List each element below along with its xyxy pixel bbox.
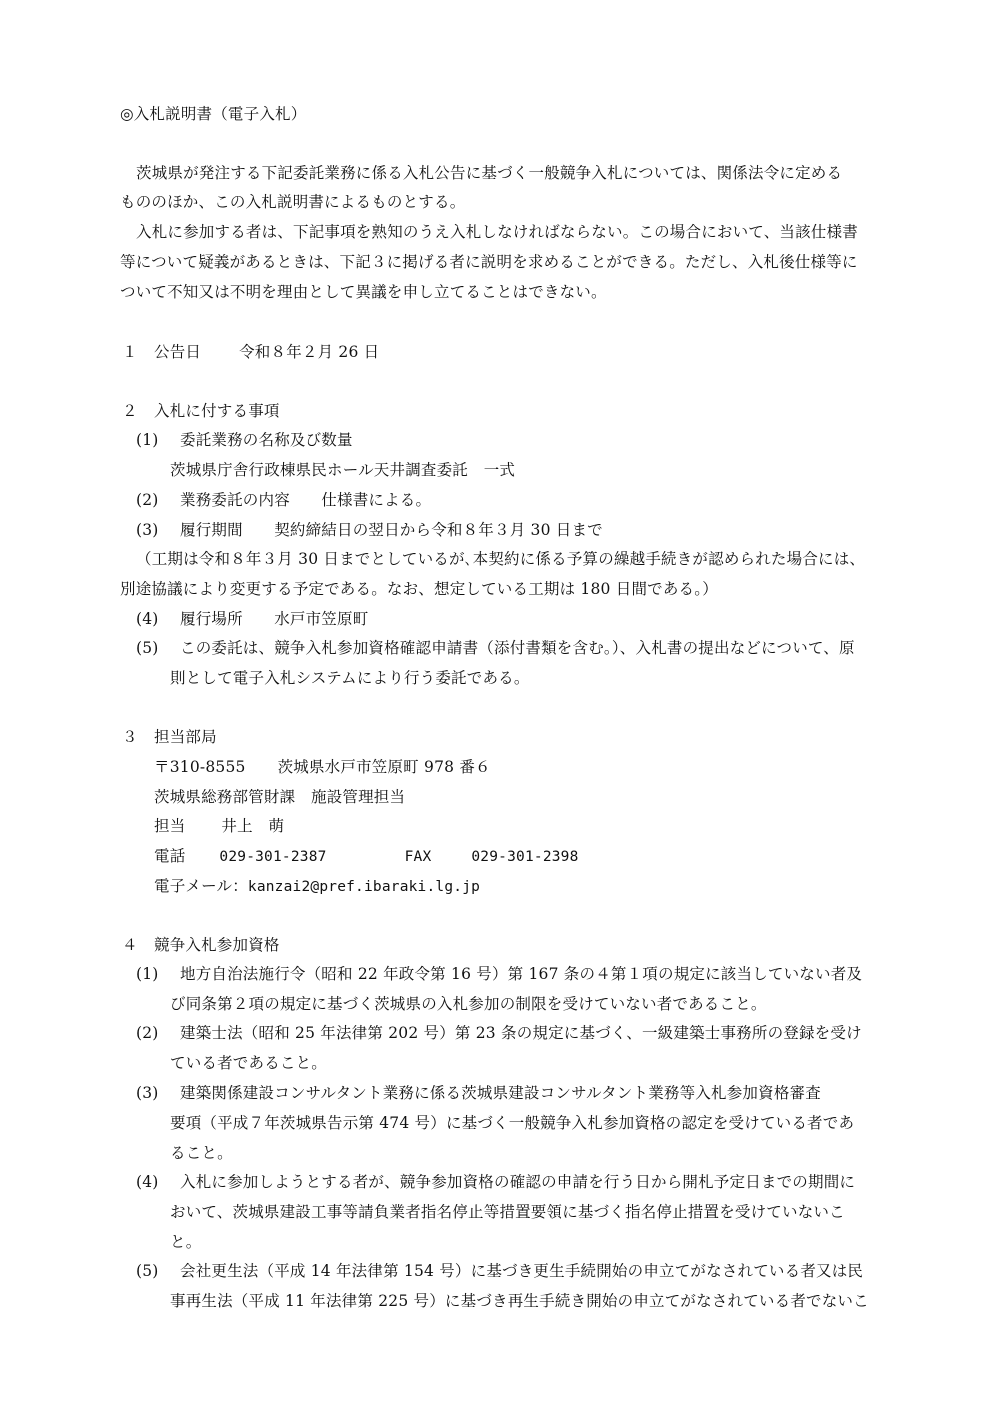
person-name: 井上 萌 — [221, 817, 285, 835]
email-label: 電子メール： — [154, 877, 248, 895]
item-number: (1) — [136, 965, 159, 983]
section-number: １ — [122, 343, 138, 361]
item-text: 地方自治法施行令（昭和 22 年政令第 16 号）第 167 条の４第１項の規定に該当していない者及 — [180, 965, 863, 983]
section-1-announcement-date — [122, 342, 379, 362]
section-4-item-1 — [136, 964, 862, 984]
item-number: (2) — [136, 491, 159, 509]
item-number: (2) — [136, 1024, 159, 1042]
item-number: (4) — [136, 610, 159, 628]
fax-number: 029-301-2398 — [471, 849, 579, 865]
section-4-item-3 — [136, 1083, 821, 1103]
section-2-item-1 — [136, 430, 353, 450]
item-number: (3) — [136, 1084, 159, 1102]
contact-address — [154, 757, 491, 777]
item-text: 会社更生法（平成 14 年法律第 154 号）に基づき更生手続開始の申立てがなされている者又は民 — [180, 1262, 864, 1280]
section-heading: 競争入札参加資格 — [154, 936, 280, 954]
announcement-date: 令和８年２月 26 日 — [239, 343, 380, 361]
section-2-item-2 — [136, 490, 431, 510]
intro-paragraph-2-line-3: ついて不知又は不明を理由として異議を申し立てることはできない。 — [120, 283, 607, 301]
section-label: 公告日 — [154, 343, 202, 361]
item-number: (1) — [136, 431, 159, 449]
item-label: 委託業務の名称及び数量 — [180, 431, 353, 449]
contract-name-and-quantity: 茨城県庁舎行政棟県民ホール天井調査委託 一式 — [170, 461, 516, 479]
contact-phone-fax — [154, 846, 579, 867]
item-text: 建築関係建設コンサルタント業務に係る茨城県建設コンサルタント業務等入札参加資格審査 — [180, 1084, 821, 1102]
section-4-heading — [122, 935, 280, 955]
email-address: kanzai2@pref.ibaraki.lg.jp — [247, 879, 481, 895]
item-text: 履行場所 水戸市笠原町 — [180, 610, 369, 628]
item-text: 建築士法（昭和 25 年法律第 202 号）第 23 条の規定に基づく、一級建築士事務所の登録を受け — [180, 1024, 862, 1042]
intro-paragraph-2-line-2: 等について疑義があるときは、下記３に掲げる者に説明を求めることができる。ただし、入札後仕様等に — [120, 253, 858, 271]
intro-paragraph-2-line-1: 入札に参加する者は、下記事項を熟知のうえ入札しなければならない。この場合において、当該仕様書 — [136, 223, 858, 241]
item-number: (5) — [136, 639, 159, 657]
section-4-item-2-line-2: ている者であること。 — [170, 1054, 328, 1072]
section-number: ３ — [122, 728, 138, 746]
section-2-heading — [122, 401, 280, 421]
section-heading: 担当部局 — [154, 728, 217, 746]
tel-label: 電話 — [154, 847, 186, 865]
section-2-item-4 — [136, 609, 368, 629]
section-2-item-3 — [136, 520, 603, 540]
period-note-line-2: 別途協議により変更する予定である。なお、想定している工期は 180 日間である。） — [120, 580, 718, 598]
fax-label: FAX — [404, 849, 432, 865]
person-label: 担当 — [154, 817, 186, 835]
contact-email — [154, 876, 480, 897]
section-2-item-5-line-2: 則として電子入札システムにより行う委託である。 — [170, 669, 530, 687]
section-4-item-3-line-3: ること。 — [170, 1144, 233, 1162]
document-title: ◎入札説明書（電子入札） — [120, 105, 307, 123]
section-4-item-2 — [136, 1023, 862, 1043]
item-number: (4) — [136, 1173, 159, 1191]
section-4-item-5 — [136, 1261, 863, 1281]
section-number: ４ — [122, 936, 138, 954]
section-2-item-5 — [136, 638, 855, 658]
intro-paragraph-1-line-1: 茨城県が発注する下記委託業務に係る入札公告に基づく一般競争入札については、関係法令に定める — [136, 164, 843, 182]
contact-person — [154, 816, 284, 836]
section-4-item-4-line-2: おいて、茨城県建設工事等請負業者指名停止等措置要領に基づく指名停止措置を受けていないこ — [170, 1203, 845, 1221]
item-text: この委託は、競争入札参加資格確認申請書（添付書類を含む｡）、入札書の提出などについて、原 — [180, 639, 855, 657]
item-number: (5) — [136, 1262, 159, 1280]
contact-department: 茨城県総務部管財課 施設管理担当 — [154, 788, 406, 806]
section-number: ２ — [122, 402, 138, 420]
section-3-heading — [122, 727, 217, 747]
period-note-line-1: （工期は令和８年３月 30 日までとしているが､本契約に係る予算の繰越手続きが認められた場合には、 — [136, 550, 866, 568]
section-4-item-3-line-2: 要項（平成７年茨城県告示第 474 号）に基づく一般競争入札参加資格の認定を受けている者であ — [170, 1114, 855, 1132]
intro-paragraph-1-line-2: もののほか、この入札説明書によるものとする。 — [120, 193, 466, 211]
item-text: 業務委託の内容 仕様書による。 — [180, 491, 432, 509]
tel-number: 029-301-2387 — [219, 849, 327, 865]
section-heading: 入札に付する事項 — [154, 402, 280, 420]
section-4-item-1-line-2: び同条第２項の規定に基づく茨城県の入札参加の制限を受けていない者であること。 — [170, 995, 767, 1013]
section-4-item-5-line-2: 事再生法（平成 11 年法律第 225 号）に基づき再生手続き開始の申立てがなされている者でないこ — [170, 1292, 869, 1310]
item-number: (3) — [136, 521, 159, 539]
section-4-item-4-line-3: と。 — [170, 1233, 202, 1251]
postal-code: 〒310-8555 — [154, 758, 246, 776]
item-text: 履行期間 契約締結日の翌日から令和８年３月 30 日まで — [180, 521, 603, 539]
item-text: 入札に参加しようとする者が、競争参加資格の確認の申請を行う日から開札予定日までの期間に — [180, 1173, 856, 1191]
section-4-item-4 — [136, 1172, 855, 1192]
street-address: 茨城県水戸市笠原町 978 番６ — [277, 758, 491, 776]
